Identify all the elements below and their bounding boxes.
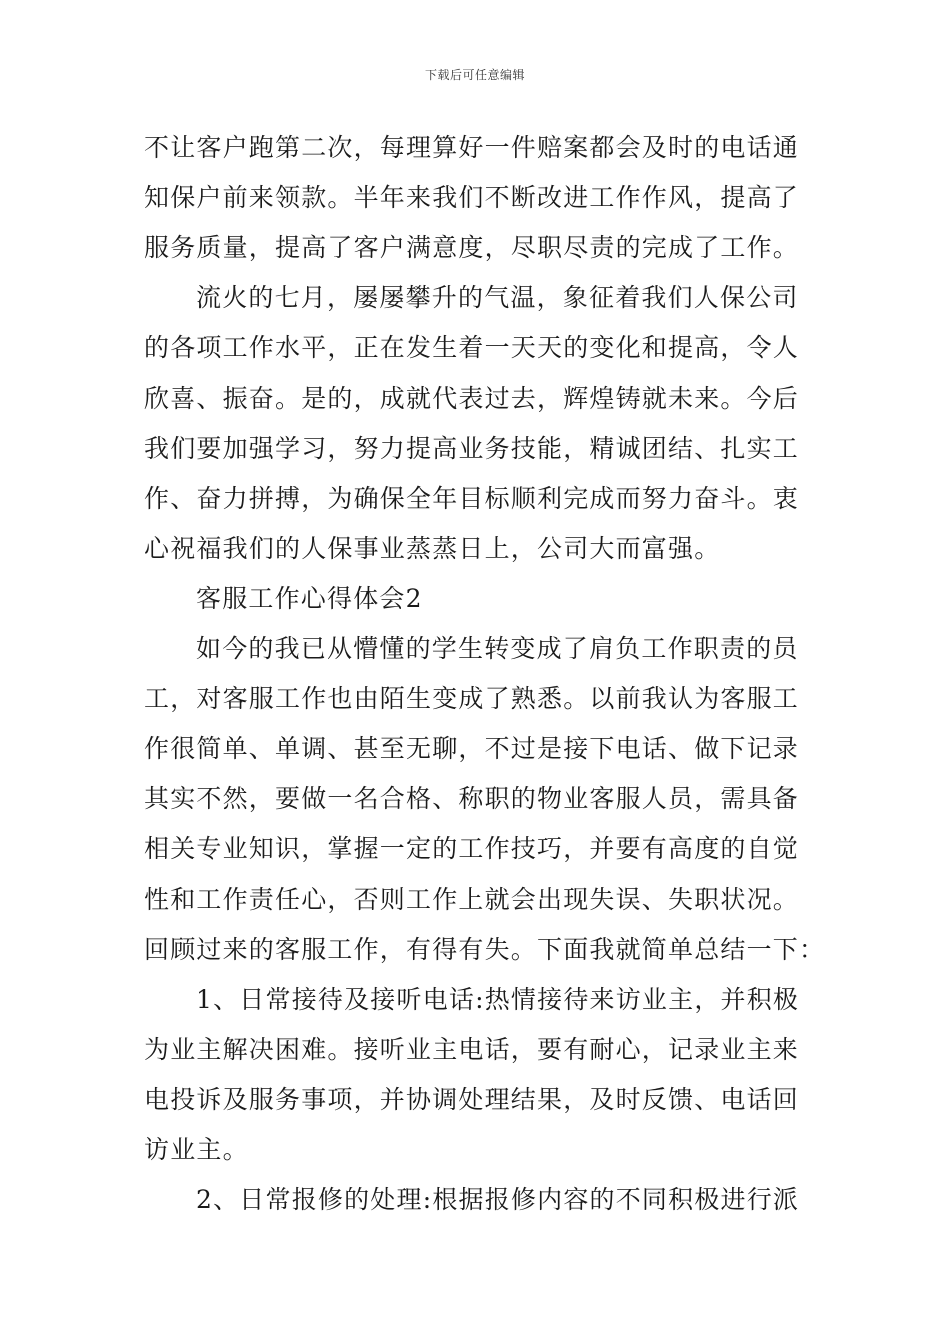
list-item-1: 1、日常接待及接听电话:热情接待来访业主，并积极 (196, 985, 800, 1014)
text-line: 的各项工作水平，正在发生着一天天的变化和提高，令人 (144, 333, 800, 362)
text-line: 电投诉及服务事项，并协调处理结果，及时反馈、电话回 (144, 1085, 800, 1114)
text-line: 其实不然，要做一名合格、称职的物业客服人员，需具备 (144, 784, 800, 813)
list-item-2: 2、日常报修的处理:根据报修内容的不同积极进行派 (196, 1185, 800, 1214)
text-line: 我们要加强学习，努力提高业务技能，精诚团结、扎实工 (144, 434, 800, 463)
text-line: 知保户前来领款。半年来我们不断改进工作作风，提高了 (144, 183, 800, 212)
text-line: 为业主解决困难。接听业主电话，要有耐心，记录业主来 (144, 1035, 800, 1064)
text-line: 作很简单、单调、甚至无聊，不过是接下电话、做下记录 (144, 734, 800, 763)
text-line: 服务质量，提高了客户满意度，尽职尽责的完成了工作。 (144, 233, 800, 262)
section-heading: 客服工作心得体会2 (196, 584, 423, 613)
text-line: 如今的我已从懵懂的学生转变成了肩负工作职责的员 (196, 634, 799, 663)
text-line: 回顾过来的客服工作，有得有失。下面我就简单总结一下： (144, 935, 826, 964)
text-line: 工，对客服工作也由陌生变成了熟悉。以前我认为客服工 (144, 684, 800, 713)
text-line: 作、奋力拼搏，为确保全年目标顺利完成而努力奋斗。衷 (144, 484, 800, 513)
text-line: 访业主。 (144, 1135, 249, 1164)
page-header-watermark: 下载后可任意编辑 (424, 68, 525, 82)
text-line: 欣喜、振奋。是的，成就代表过去，辉煌铸就未来。今后 (144, 384, 800, 413)
text-line: 不让客户跑第二次，每理算好一件赔案都会及时的电话通 (144, 133, 800, 162)
text-line: 流火的七月，屡屡攀升的气温，象征着我们人保公司 (196, 283, 799, 312)
text-line: 心祝福我们的人保事业蒸蒸日上，公司大而富强。 (144, 534, 721, 563)
text-line: 性和工作责任心，否则工作上就会出现失误、失职状况。 (144, 885, 800, 914)
text-line: 相关专业知识，掌握一定的工作技巧，并要有高度的自觉 (144, 834, 800, 863)
